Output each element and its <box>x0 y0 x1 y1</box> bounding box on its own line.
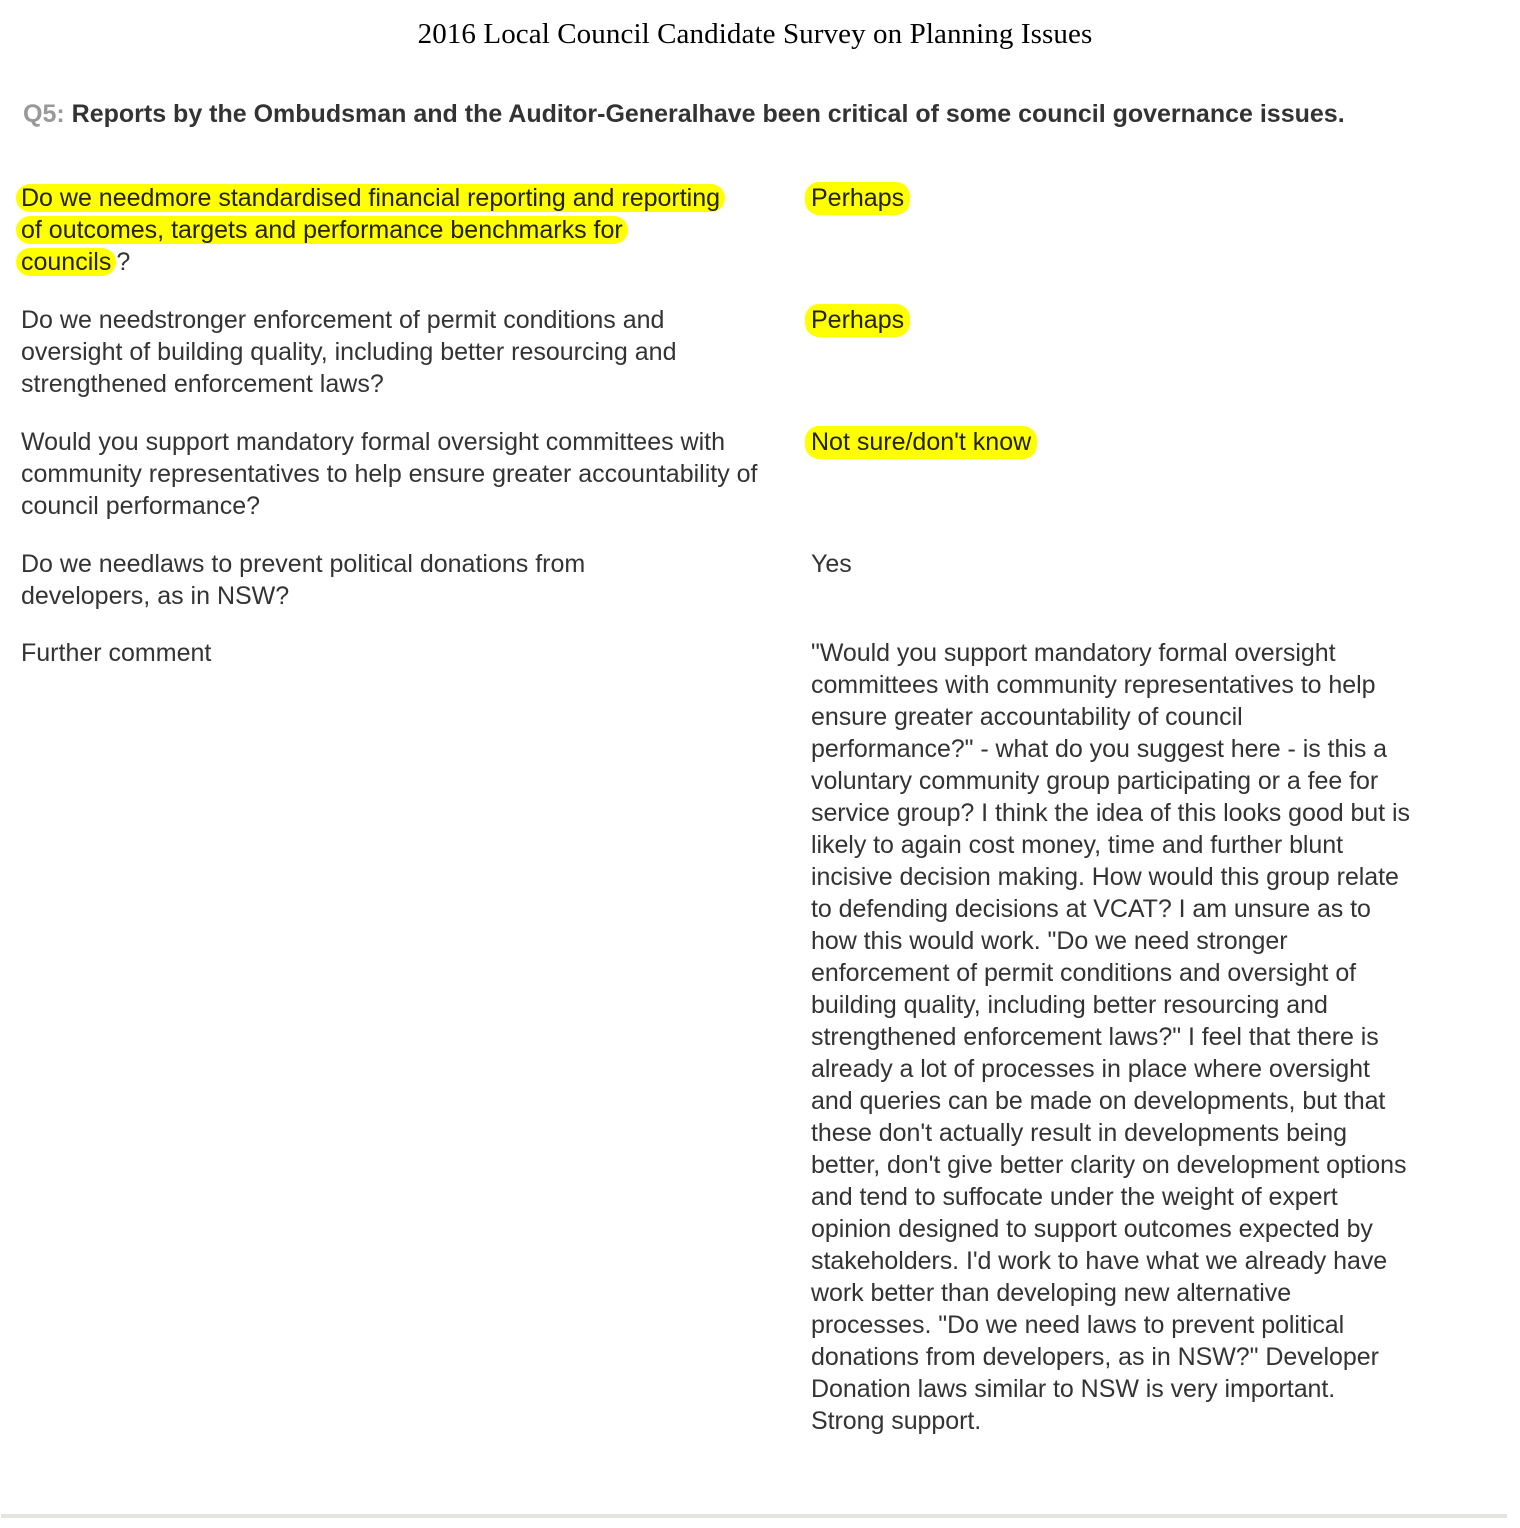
row-question: Further comment <box>21 639 212 667</box>
question-number: Q5: <box>23 100 65 128</box>
further-comment-text: "Would you support mandatory formal oversight committees with community representatives to help ensure greater accountability of council performance?" - what do you suggest here - is this a voluntary community group participating or a fee for service group? I think the idea of this looks good but is likely to again cost money, time and further blunt incisive decision making. How would this group relate to defending decisions at VCAT? I am unsure as to how this would work. "Do we need stronger enforcement of permit conditions and oversight of building quality, including better resourcing and strengthened enforcement laws?" I feel that there is already a lot of processes in place where oversight and queries can be made on developments, but that these don't actually result in developments being better, don't give better clarity on development options and tend to suffocate under the weight of expert opinion designed to support outcomes expected by stakeholders. I'd work to have what we already have work better than developing new alternative processes. "Do we need laws to prevent political donations from developers, as in NSW?" Developer Donation laws similar to NSW is very important. Strong support. <box>811 639 1410 1435</box>
page-bottom-divider <box>1 1514 1507 1518</box>
highlighted-answer: Perhaps <box>805 182 910 215</box>
row-question: Do we needstronger enforcement of permit conditions and oversight of building quality, including better resourcing and strengthened enforcement laws? <box>21 306 677 398</box>
highlighted-answer: Not sure/don't know <box>805 426 1037 459</box>
row-answer: Yes <box>811 550 852 578</box>
highlighted-question-text: Do we needmore standardised financial reporting and reporting of outcomes, targets and performance benchmarks for councils <box>16 184 725 276</box>
question-end-mark: ? <box>116 248 131 276</box>
row-question: Would you support mandatory formal oversight committees with community representatives to help ensure greater accountability of council performance? <box>21 428 758 520</box>
question-text: Reports by the Ombudsman and the Auditor-Generalhave been critical of some council governance issues. <box>71 100 1345 128</box>
highlighted-answer: Perhaps <box>805 304 910 337</box>
question-heading <box>23 98 1423 130</box>
row-answer <box>811 304 1411 336</box>
row-question <box>21 182 721 278</box>
row-answer <box>811 182 1411 214</box>
row-answer <box>811 426 1411 458</box>
row-question: Do we needlaws to prevent political donations from developers, as in NSW? <box>21 550 586 610</box>
document-title: 2016 Local Council Candidate Survey on Planning Issues <box>417 18 1093 50</box>
